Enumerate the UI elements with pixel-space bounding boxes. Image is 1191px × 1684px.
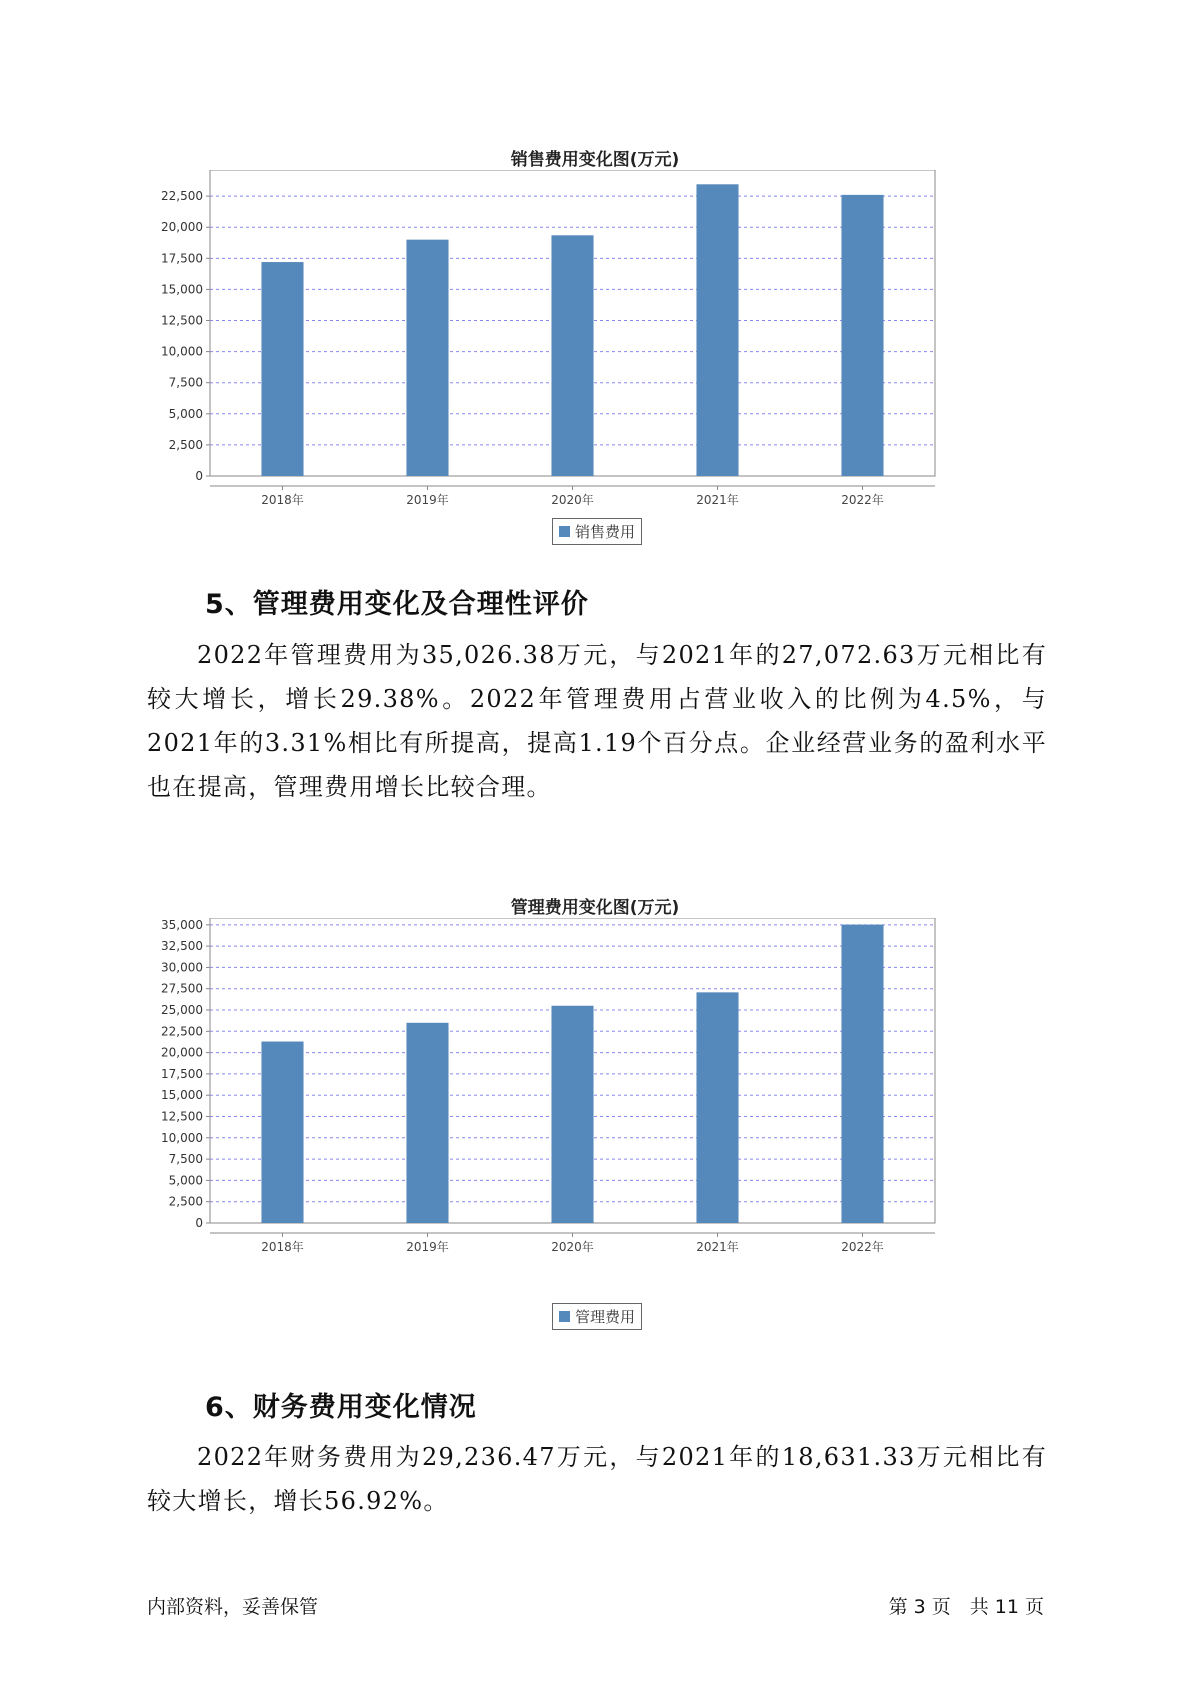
section-heading-6: 6、财务费用变化情况 <box>205 1392 477 1423</box>
bar <box>696 184 738 476</box>
x-tick-label: 2021年 <box>696 493 739 507</box>
chart-plot <box>160 170 1030 560</box>
section-paragraph-5: 2022年管理费用为35,026.38万元，与2021年的27,072.63万元相比有较大增长，增长29.38%。2022年管理费用占营业收入的比例为4.5%，与2021年的3.31%相比有所提高，提高1.19个百分点。企业经营业务的盈利水平也在提高，管理费用增长比较合理。 <box>147 641 1047 801</box>
y-tick-label: 7,500 <box>168 1152 203 1167</box>
x-tick-label: 2022年 <box>841 1240 884 1254</box>
y-tick-label: 2,500 <box>168 1194 203 1209</box>
y-tick-label: 10,000 <box>161 1130 203 1145</box>
chart-legend <box>552 518 642 545</box>
bar <box>696 992 738 1223</box>
bar <box>261 262 303 476</box>
y-tick-label: 15,000 <box>161 1088 203 1103</box>
y-tick-label: 2,500 <box>168 437 203 452</box>
chart-plot <box>160 918 1030 1328</box>
y-tick-label: 5,000 <box>168 406 203 421</box>
y-tick-label: 10,000 <box>161 344 203 359</box>
x-tick-label: 2020年 <box>551 1240 594 1254</box>
x-tick-label: 2019年 <box>406 493 449 507</box>
bar <box>261 1042 303 1223</box>
legend-label: 管理费用 <box>575 1308 636 1326</box>
y-tick-label: 20,000 <box>161 1045 203 1060</box>
x-tick-label: 2018年 <box>261 1240 304 1254</box>
chart-title: 销售费用变化图(万元) <box>510 150 680 170</box>
y-tick-label: 27,500 <box>161 981 203 996</box>
chart-title: 管理费用变化图(万元) <box>510 898 680 918</box>
y-tick-label: 15,000 <box>161 282 203 297</box>
y-tick-label: 32,500 <box>161 939 203 954</box>
y-tick-label: 35,000 <box>161 918 203 932</box>
section-paragraph-6: 2022年财务费用为29,236.47万元，与2021年的18,631.33万元相比有较大增长，增长56.92%。 <box>147 1443 1047 1515</box>
y-tick-label: 22,500 <box>161 1024 203 1039</box>
footer-left: 内部资料，妥善保管 <box>147 1596 319 1618</box>
y-tick-label: 17,500 <box>161 1066 203 1081</box>
bar <box>841 925 883 1223</box>
footer-right: 第 3 页 共 11 页 <box>888 1596 1044 1618</box>
legend-swatch <box>559 1311 570 1322</box>
x-tick-label: 2022年 <box>841 493 884 507</box>
admin-expense-chart <box>160 888 1030 1333</box>
legend-swatch <box>559 526 570 537</box>
bar <box>551 235 593 476</box>
y-tick-label: 5,000 <box>168 1173 203 1188</box>
y-tick-label: 22,500 <box>161 189 203 204</box>
x-tick-label: 2020年 <box>551 493 594 507</box>
y-tick-label: 7,500 <box>168 375 203 390</box>
y-tick-label: 25,000 <box>161 1003 203 1018</box>
y-tick-label: 20,000 <box>161 220 203 235</box>
y-tick-label: 0 <box>195 469 203 483</box>
chart-legend <box>552 1303 642 1330</box>
y-tick-label: 12,500 <box>161 1109 203 1124</box>
sales-expense-chart <box>160 140 1030 560</box>
x-tick-label: 2019年 <box>406 1240 449 1254</box>
y-tick-label: 12,500 <box>161 313 203 328</box>
section-heading-5: 5、管理费用变化及合理性评价 <box>205 589 589 620</box>
legend-label: 销售费用 <box>575 523 636 541</box>
y-tick-label: 17,500 <box>161 251 203 266</box>
x-tick-label: 2021年 <box>696 1240 739 1254</box>
x-tick-label: 2018年 <box>261 493 304 507</box>
bar <box>551 1006 593 1223</box>
bar <box>406 240 448 476</box>
bar <box>406 1023 448 1223</box>
bar <box>841 195 883 476</box>
y-tick-label: 30,000 <box>161 960 203 975</box>
y-tick-label: 0 <box>195 1216 203 1230</box>
